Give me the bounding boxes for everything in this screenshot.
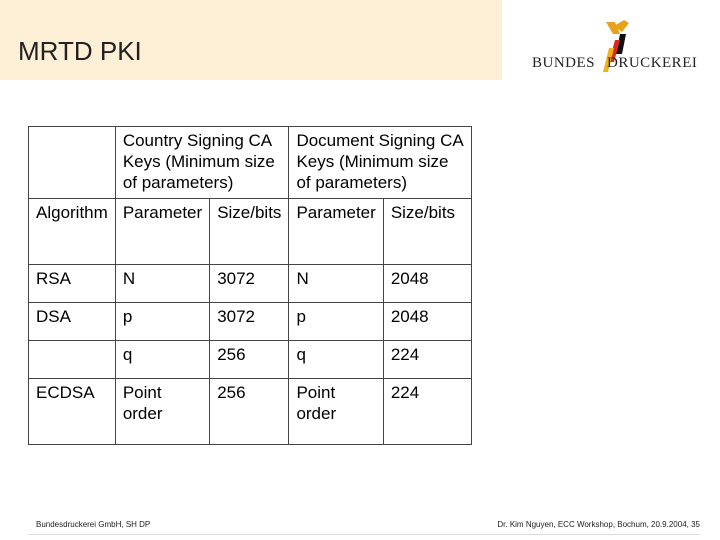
table-cell: N bbox=[289, 265, 383, 303]
logo-text-left: BUNDES bbox=[532, 55, 596, 71]
algorithm-header: Algorithm bbox=[29, 199, 116, 265]
table-cell: 2048 bbox=[383, 303, 471, 341]
table-cell: 224 bbox=[383, 341, 471, 379]
table-cell: 256 bbox=[210, 341, 289, 379]
table-cell: q bbox=[115, 341, 209, 379]
table-cell: RSA bbox=[29, 265, 116, 303]
table-cell: N bbox=[115, 265, 209, 303]
footer-presenter: Dr. Kim Nguyen, ECC Workshop, Bochum, 20.9.2004, 35 bbox=[497, 520, 700, 529]
table-cell: ECDSA bbox=[29, 379, 116, 445]
csca-size-header: Size/bits bbox=[210, 199, 289, 265]
table-cell bbox=[29, 341, 116, 379]
table-cell: q bbox=[289, 341, 383, 379]
table-row-dsa bbox=[29, 303, 472, 341]
table-row-ecdsa bbox=[29, 379, 472, 445]
footer-company: Bundesdruckerei GmbH, SH DP bbox=[36, 520, 151, 529]
logo-text-right: DRUCKEREI bbox=[607, 55, 698, 71]
bundesdruckerei-logo bbox=[532, 20, 707, 80]
dsca-size-header: Size/bits bbox=[383, 199, 471, 265]
table-cell: 3072 bbox=[210, 265, 289, 303]
csca-parameter-header: Parameter bbox=[115, 199, 209, 265]
footer-divider bbox=[28, 534, 700, 535]
table-row-dsa-q bbox=[29, 341, 472, 379]
table-group-header-row bbox=[29, 127, 472, 199]
table-row-rsa bbox=[29, 265, 472, 303]
table-cell: 2048 bbox=[383, 265, 471, 303]
document-signing-ca-header: Document Signing CA Keys (Minimum size of parameters) bbox=[289, 127, 471, 199]
table-cell: p bbox=[115, 303, 209, 341]
table-cell: 224 bbox=[383, 379, 471, 445]
table-cell: DSA bbox=[29, 303, 116, 341]
mrtd-pki-key-size-table bbox=[28, 126, 472, 445]
dsca-parameter-header: Parameter bbox=[289, 199, 383, 265]
country-signing-ca-header: Country Signing CA Keys (Minimum size of parameters) bbox=[115, 127, 289, 199]
table-cell: Point order bbox=[289, 379, 383, 445]
table-cell: 3072 bbox=[210, 303, 289, 341]
slide-title: MRTD PKI bbox=[18, 36, 142, 66]
table-column-header-row bbox=[29, 199, 472, 265]
table-cell: 256 bbox=[210, 379, 289, 445]
table-corner-cell bbox=[29, 127, 116, 199]
table-cell: p bbox=[289, 303, 383, 341]
logo-wordmark bbox=[532, 55, 707, 72]
table-cell: Point order bbox=[115, 379, 209, 445]
